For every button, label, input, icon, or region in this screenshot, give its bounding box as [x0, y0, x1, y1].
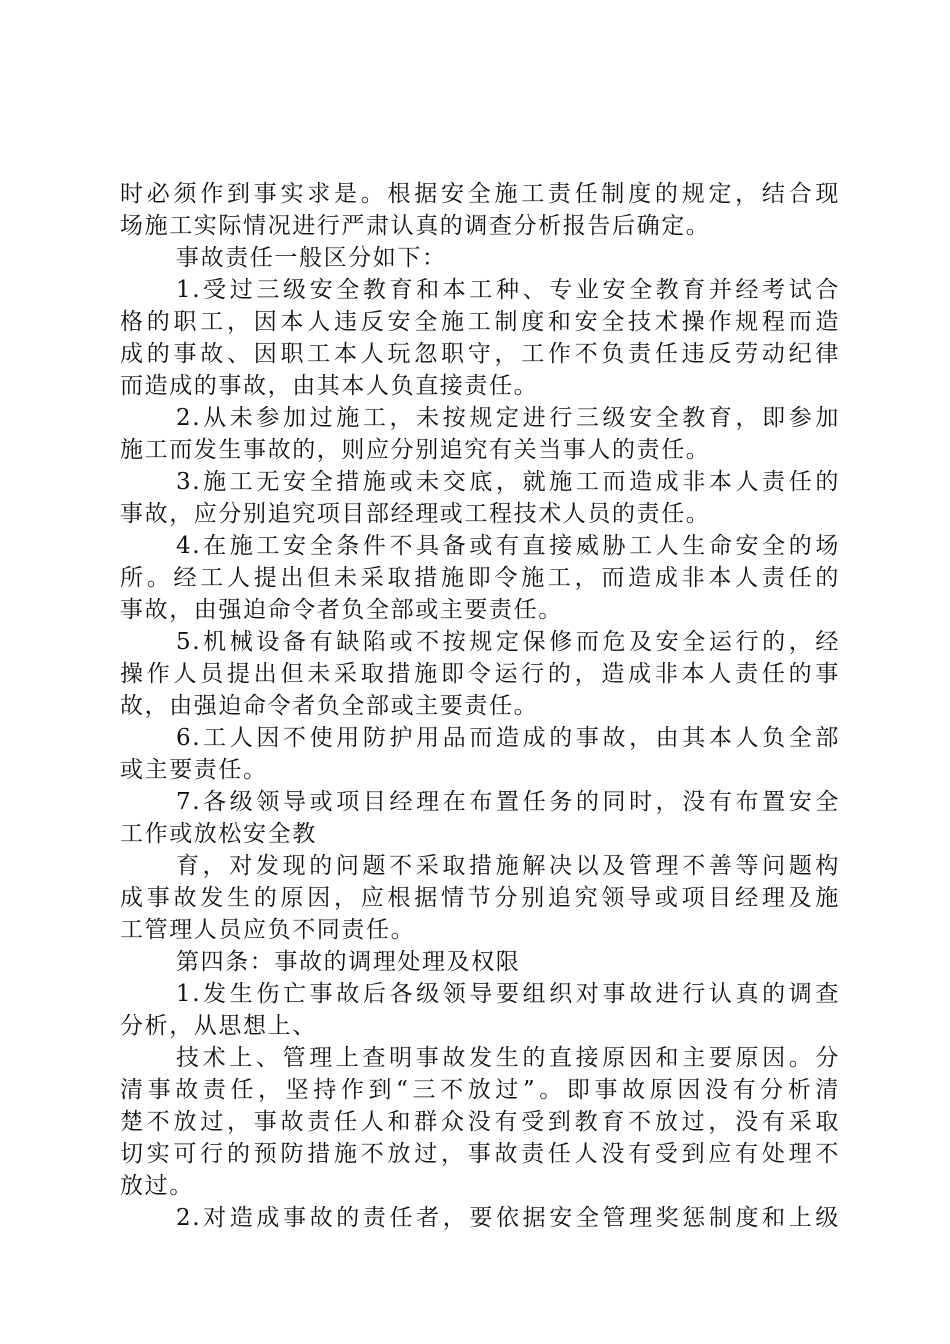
text-line: 切实可行的预防措施不放过，事故责任人没有受到应有处理不	[120, 1141, 840, 1167]
text-line: 故，由强迫命令者负全部或主要责任。	[120, 693, 539, 719]
text-line: 1.受过三级安全教育和本工种、专业安全教育并经考试合	[176, 277, 840, 303]
text-line: 技术上、管理上查明事故发生的直接原因和主要原因。分	[176, 1045, 840, 1071]
text-line: 格的职工，因本人违反安全施工制度和安全技术操作规程而造	[120, 309, 840, 335]
text-line: 7.各级领导或项目经理在布置任务的同时，没有布置安全	[176, 789, 840, 815]
text-line: 分析，从思想上、	[120, 1013, 317, 1039]
text-line: 5.机械设备有缺陷或不按规定保修而危及安全运行的，经	[176, 629, 840, 655]
text-line: 成事故发生的原因，应根据情节分别追究领导或项目经理及施	[120, 885, 840, 911]
text-line: 而造成的事故，由其本人负直接责任。	[120, 373, 539, 399]
text-line: 1.发生伤亡事故后各级领导要组织对事故进行认真的调查	[176, 981, 840, 1007]
text-line: 工管理人员应负不同责任。	[120, 917, 416, 943]
text-line: 工作或放松安全教	[120, 821, 317, 847]
document-body	[120, 178, 840, 1234]
text-line: 时必须作到事实求是。根据安全施工责任制度的规定，结合现	[120, 181, 840, 207]
text-line: 6.工人因不使用防护用品而造成的事故，由其本人负全部	[176, 725, 840, 751]
text-line: 操作人员提出但未采取措施即令运行的，造成非本人责任的事	[120, 661, 840, 687]
text-line: 楚不放过，事故责任人和群众没有受到教育不放过，没有采取	[120, 1109, 840, 1135]
text-line: 或主要责任。	[120, 757, 268, 783]
text-line: 事故责任一般区分如下：	[176, 245, 447, 271]
text-line: 3.施工无安全措施或未交底，就施工而造成非本人责任的	[176, 469, 840, 495]
text-line: 4.在施工安全条件不具备或有直接威胁工人生命安全的场	[176, 533, 840, 559]
text-line: 育，对发现的问题不采取措施解决以及管理不善等问题构	[176, 853, 840, 879]
text-line: 所。经工人提出但未采取措施即令施工，而造成非本人责任的	[120, 565, 840, 591]
text-line: 场施工实际情况进行严肃认真的调查分析报告后确定。	[120, 213, 711, 239]
text-line: 事故，应分别追究项目部经理或工程技术人员的责任。	[120, 501, 711, 527]
text-line: 第四条：事故的调理处理及权限	[176, 949, 521, 975]
text-line: 放过。	[120, 1173, 194, 1199]
text-line: 2.对造成事故的责任者，要依据安全管理奖惩制度和上级	[176, 1205, 840, 1231]
text-line: 清事故责任，坚持作到“三不放过”。即事故原因没有分析清	[120, 1077, 840, 1103]
text-line: 事故，由强迫命令者负全部或主要责任。	[120, 597, 563, 623]
text-line: 成的事故、因职工本人玩忽职守，工作不负责任违反劳动纪律	[120, 341, 840, 367]
text-line: 2.从未参加过施工，未按规定进行三级安全教育，即参加	[176, 405, 840, 431]
text-line: 施工而发生事故的，则应分别追究有关当事人的责任。	[120, 437, 711, 463]
